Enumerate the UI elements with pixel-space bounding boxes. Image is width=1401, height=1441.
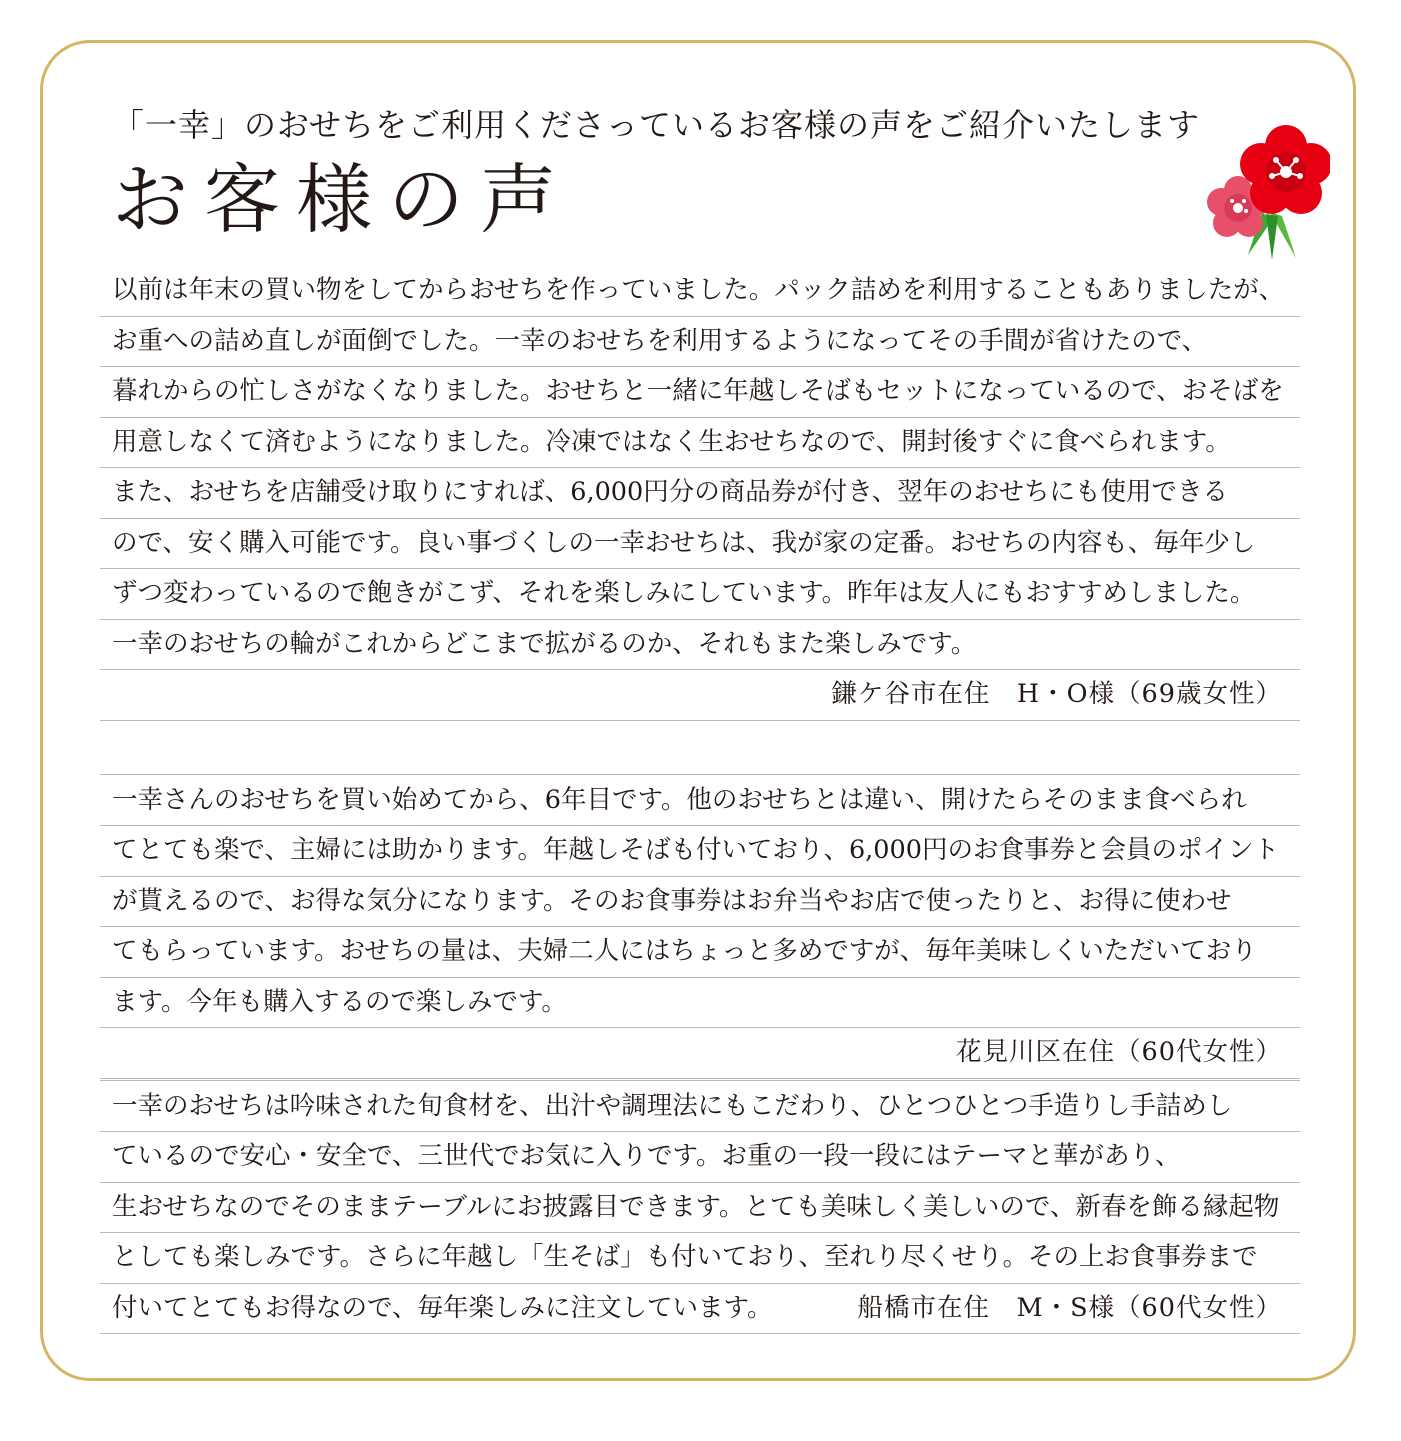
page-title: お客様の声: [112, 155, 572, 244]
author-credit: 船橋市在住 M・S様（60代女性）: [857, 1292, 1282, 1323]
text-line: [100, 1028, 1300, 1079]
text-line: 一幸のおせちは吟味された旬食材を、出汁や調理法にもこだわり、ひとつひとつ手造りし手詰めし: [100, 1080, 1300, 1132]
testimonial-3: [100, 1080, 1300, 1334]
text-line: としても楽しみです。さらに年越し「生そば」も付いており、至れり尽くせり。その上お食事券まで: [100, 1233, 1300, 1284]
text-line: ので、安く購入可能です。良い事づくしの一幸おせちは、我が家の定番。おせちの内容も、毎年少し: [100, 519, 1300, 570]
text-line: 以前は年末の買い物をしてからおせちを作っていました。パック詰めを利用することもありましたが、: [100, 266, 1300, 317]
text-line: 付いてとてもお得なので、毎年楽しみに注文しています。 船橋市在住 M・S様（60代女性）: [100, 1284, 1300, 1335]
text-line: ます。今年も購入するので楽しみです。: [100, 978, 1300, 1029]
plum-blossom-icon: [1200, 120, 1330, 260]
text-line: 暮れからの忙しさがなくなりました。おせちと一緒に年越しそばもセットになっているので、おそばを: [100, 367, 1300, 418]
text-line: 一幸さんのおせちを買い始めてから、6年目です。他のおせちとは違い、開けたらそのまま食べられ: [100, 774, 1300, 826]
text-line: てとても楽で、主婦には助かります。年越しそばも付いており、6,000円のお食事券と会員のポイント: [100, 826, 1300, 877]
text-line: が貰えるので、お得な気分になります。そのお食事券はお弁当やお店で使ったりと、お得に使わせ: [100, 877, 1300, 928]
author-line: [100, 670, 1300, 721]
text-line: てもらっています。おせちの量は、夫婦二人にはちょっと多めですが、毎年美味しくいただいており: [100, 927, 1300, 978]
text-line: また、おせちを店舗受け取りにすれば、6,000円分の商品券が付き、翌年のおせちにも使用できる: [100, 468, 1300, 519]
author-credit: 花見川区在住（60代女性）: [956, 1037, 1282, 1067]
page-subtitle: 「一幸」のおせちをご利用くださっているお客様の声をご紹介いたします: [112, 106, 1201, 144]
testimonial-2: [100, 774, 1300, 1079]
author-credit: 鎌ケ谷市在住 H・O様（69歳女性）: [831, 679, 1282, 709]
text-line: お重への詰め直しが面倒でした。一幸のおせちを利用するようになってその手間が省けたので、: [100, 317, 1300, 368]
text-line: 一幸のおせちの輪がこれからどこまで拡がるのか、それもまた楽しみです。: [100, 620, 1300, 671]
text-line: ずつ変わっているので飽きがこず、それを楽しみにしています。昨年は友人にもおすすめしました。: [100, 569, 1300, 620]
text-line: ているので安心・安全で、三世代でお気に入りです。お重の一段一段にはテーマと華があり、: [100, 1132, 1300, 1183]
testimonial-1: [100, 266, 1300, 721]
text-line: 用意しなくて済むようになりました。冷凍ではなく生おせちなので、開封後すぐに食べられます。: [100, 418, 1300, 469]
text-line: 生おせちなのでそのままテーブルにお披露目できます。とても美味しく美しいので、新春を飾る縁起物: [100, 1183, 1300, 1234]
